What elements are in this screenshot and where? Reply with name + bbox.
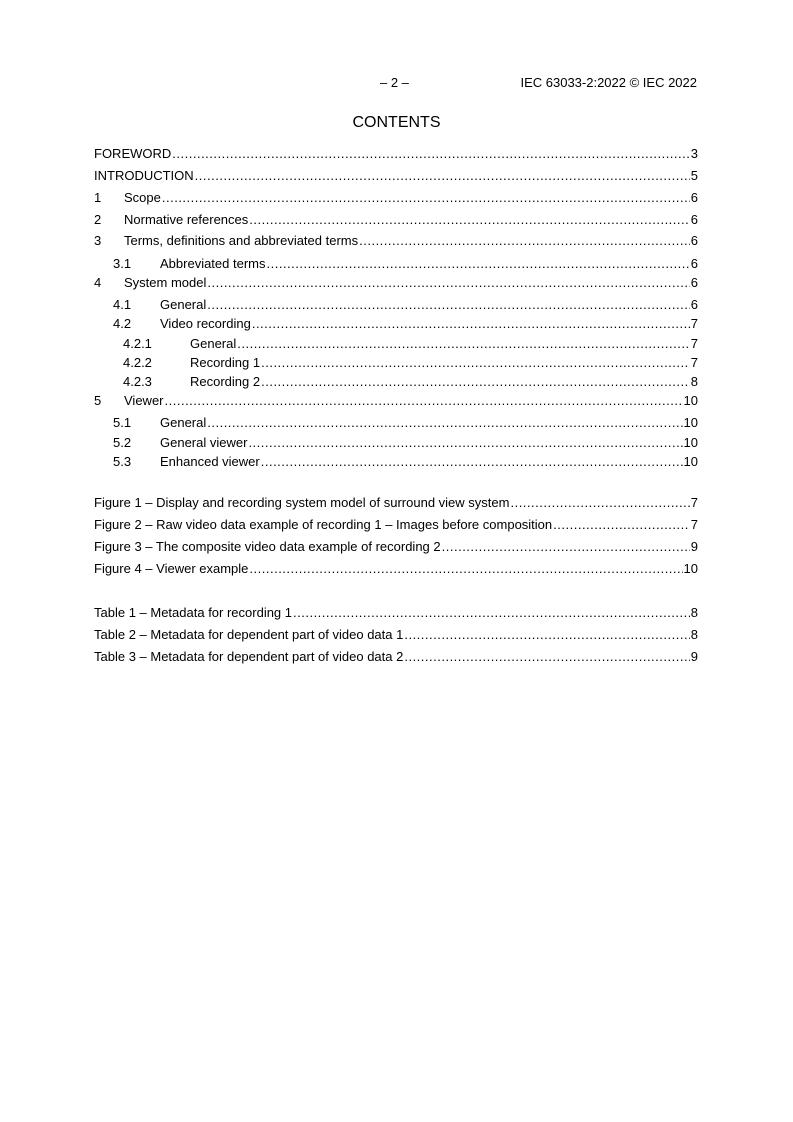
toc-entry-general-viewer[interactable] bbox=[94, 434, 698, 451]
toc-entry-abbreviated-terms[interactable] bbox=[94, 255, 698, 272]
toc-entry-page: 10 bbox=[683, 393, 698, 408]
dot-leader bbox=[207, 274, 689, 291]
toc-entry-page: 10 bbox=[683, 454, 698, 469]
figure-entry-3[interactable] bbox=[94, 538, 698, 555]
table-entry-label: Table 2 – Metadata for dependent part of video data 1 bbox=[94, 627, 404, 642]
toc-entry-number: 4.2.1 bbox=[123, 336, 152, 351]
toc-entry-page: 6 bbox=[690, 190, 698, 205]
toc-entry-page: 6 bbox=[690, 297, 698, 312]
toc-entry-scope[interactable] bbox=[94, 189, 698, 206]
toc-entry-viewer-general[interactable] bbox=[94, 414, 698, 431]
toc-entry-label: INTRODUCTION bbox=[94, 168, 194, 183]
toc-entry-page: 7 bbox=[690, 336, 698, 351]
toc-entry-label: Scope bbox=[124, 190, 161, 205]
table-entry-label: Table 3 – Metadata for dependent part of video data 2 bbox=[94, 649, 404, 664]
dot-leader bbox=[267, 255, 690, 272]
toc-entry-number: 5.1 bbox=[113, 415, 132, 430]
toc-entry-video-recording[interactable] bbox=[94, 315, 698, 332]
dot-leader bbox=[207, 414, 682, 431]
toc-entry-number: 1 bbox=[94, 190, 102, 205]
toc-entry-label: Recording 1 bbox=[190, 355, 261, 370]
figure-entry-label: Figure 2 – Raw video data example of recording 1 – Images before composition bbox=[94, 517, 553, 532]
dot-leader bbox=[442, 538, 690, 555]
figure-entry-page: 9 bbox=[690, 539, 698, 554]
toc-entry-video-recording-general[interactable] bbox=[94, 335, 698, 352]
table-entry-label: Table 1 – Metadata for recording 1 bbox=[94, 605, 293, 620]
figure-entry-1[interactable] bbox=[94, 494, 698, 511]
dot-leader bbox=[162, 189, 690, 206]
table-entry-page: 8 bbox=[690, 605, 698, 620]
dot-leader bbox=[261, 453, 683, 470]
toc-entry-label: FOREWORD bbox=[94, 146, 172, 161]
figure-entry-2[interactable] bbox=[94, 516, 698, 533]
toc-entry-system-model-general[interactable] bbox=[94, 296, 698, 313]
figure-entry-label: Figure 4 – Viewer example bbox=[94, 561, 249, 576]
toc-entry-label: General bbox=[160, 415, 207, 430]
toc-entry-page: 7 bbox=[690, 355, 698, 370]
table-entry-3[interactable] bbox=[94, 648, 698, 665]
figure-entry-label: Figure 3 – The composite video data example of recording 2 bbox=[94, 539, 441, 554]
table-entry-page: 9 bbox=[690, 649, 698, 664]
dot-leader bbox=[404, 648, 689, 665]
toc-entry-foreword[interactable] bbox=[94, 145, 698, 162]
table-entry-2[interactable] bbox=[94, 626, 698, 643]
toc-entry-page: 10 bbox=[683, 435, 698, 450]
toc-entry-label: General bbox=[190, 336, 237, 351]
toc-entry-page: 7 bbox=[690, 316, 698, 331]
toc-entry-page: 6 bbox=[690, 233, 698, 248]
toc-entry-number: 2 bbox=[94, 212, 102, 227]
dot-leader bbox=[261, 354, 690, 371]
toc-entry-number: 3.1 bbox=[113, 256, 132, 271]
dot-leader bbox=[172, 145, 689, 162]
table-entry-page: 8 bbox=[690, 627, 698, 642]
figure-entry-page: 7 bbox=[690, 495, 698, 510]
toc-entry-recording-2[interactable] bbox=[94, 373, 698, 390]
figure-entry-4[interactable] bbox=[94, 560, 698, 577]
dot-leader bbox=[195, 167, 690, 184]
table-entry-1[interactable] bbox=[94, 604, 698, 621]
toc-entry-label: Enhanced viewer bbox=[160, 454, 260, 469]
toc-entry-label: Viewer bbox=[124, 393, 164, 408]
dot-leader bbox=[261, 373, 690, 390]
toc-entry-label: General bbox=[160, 297, 207, 312]
toc-entry-recording-1[interactable] bbox=[94, 354, 698, 371]
page-number: – 2 – bbox=[380, 75, 409, 90]
toc-entry-number: 4.1 bbox=[113, 297, 132, 312]
dot-leader bbox=[293, 604, 690, 621]
toc-entry-introduction[interactable] bbox=[94, 167, 698, 184]
toc-entry-page: 10 bbox=[683, 415, 698, 430]
toc-entry-number: 4.2.3 bbox=[123, 374, 152, 389]
toc-entry-number: 5 bbox=[94, 393, 102, 408]
figure-entry-page: 10 bbox=[683, 561, 698, 576]
toc-entry-number: 4.2.2 bbox=[123, 355, 152, 370]
toc-entry-enhanced-viewer[interactable] bbox=[94, 453, 698, 470]
toc-entry-viewer[interactable] bbox=[94, 392, 698, 409]
figure-entry-label: Figure 1 – Display and recording system model of surround view system bbox=[94, 495, 510, 510]
toc-entry-normative-references[interactable] bbox=[94, 211, 698, 228]
toc-entry-system-model[interactable] bbox=[94, 274, 698, 291]
toc-entry-number: 3 bbox=[94, 233, 102, 248]
page-title: CONTENTS bbox=[352, 114, 441, 131]
standard-identifier: IEC 63033-2:2022 © IEC 2022 bbox=[520, 75, 697, 90]
toc-entry-label: System model bbox=[124, 275, 207, 290]
toc-entry-number: 5.2 bbox=[113, 435, 132, 450]
toc-entry-page: 3 bbox=[690, 146, 698, 161]
toc-entry-page: 6 bbox=[690, 256, 698, 271]
toc-entry-page: 5 bbox=[690, 168, 698, 183]
toc-entry-label: Normative references bbox=[124, 212, 249, 227]
dot-leader bbox=[510, 494, 689, 511]
toc-entry-label: General viewer bbox=[160, 435, 248, 450]
toc-entry-label: Terms, definitions and abbreviated terms bbox=[124, 233, 359, 248]
dot-leader bbox=[249, 560, 682, 577]
toc-entry-number: 5.3 bbox=[113, 454, 132, 469]
toc-entry-number: 4 bbox=[94, 275, 102, 290]
dot-leader bbox=[165, 392, 683, 409]
dot-leader bbox=[359, 232, 690, 249]
toc-entry-terms-definitions[interactable] bbox=[94, 232, 698, 249]
toc-entry-label: Abbreviated terms bbox=[160, 256, 266, 271]
toc-entry-label: Video recording bbox=[160, 316, 251, 331]
figure-entry-page: 7 bbox=[690, 517, 698, 532]
dot-leader bbox=[249, 211, 689, 228]
dot-leader bbox=[248, 434, 682, 451]
dot-leader bbox=[207, 296, 690, 313]
toc-entry-number: 4.2 bbox=[113, 316, 132, 331]
toc-entry-label: Recording 2 bbox=[190, 374, 261, 389]
dot-leader bbox=[404, 626, 689, 643]
dot-leader bbox=[237, 335, 690, 352]
toc-entry-page: 6 bbox=[690, 212, 698, 227]
dot-leader bbox=[553, 516, 690, 533]
dot-leader bbox=[252, 315, 690, 332]
toc-entry-page: 8 bbox=[690, 374, 698, 389]
toc-entry-page: 6 bbox=[690, 275, 698, 290]
